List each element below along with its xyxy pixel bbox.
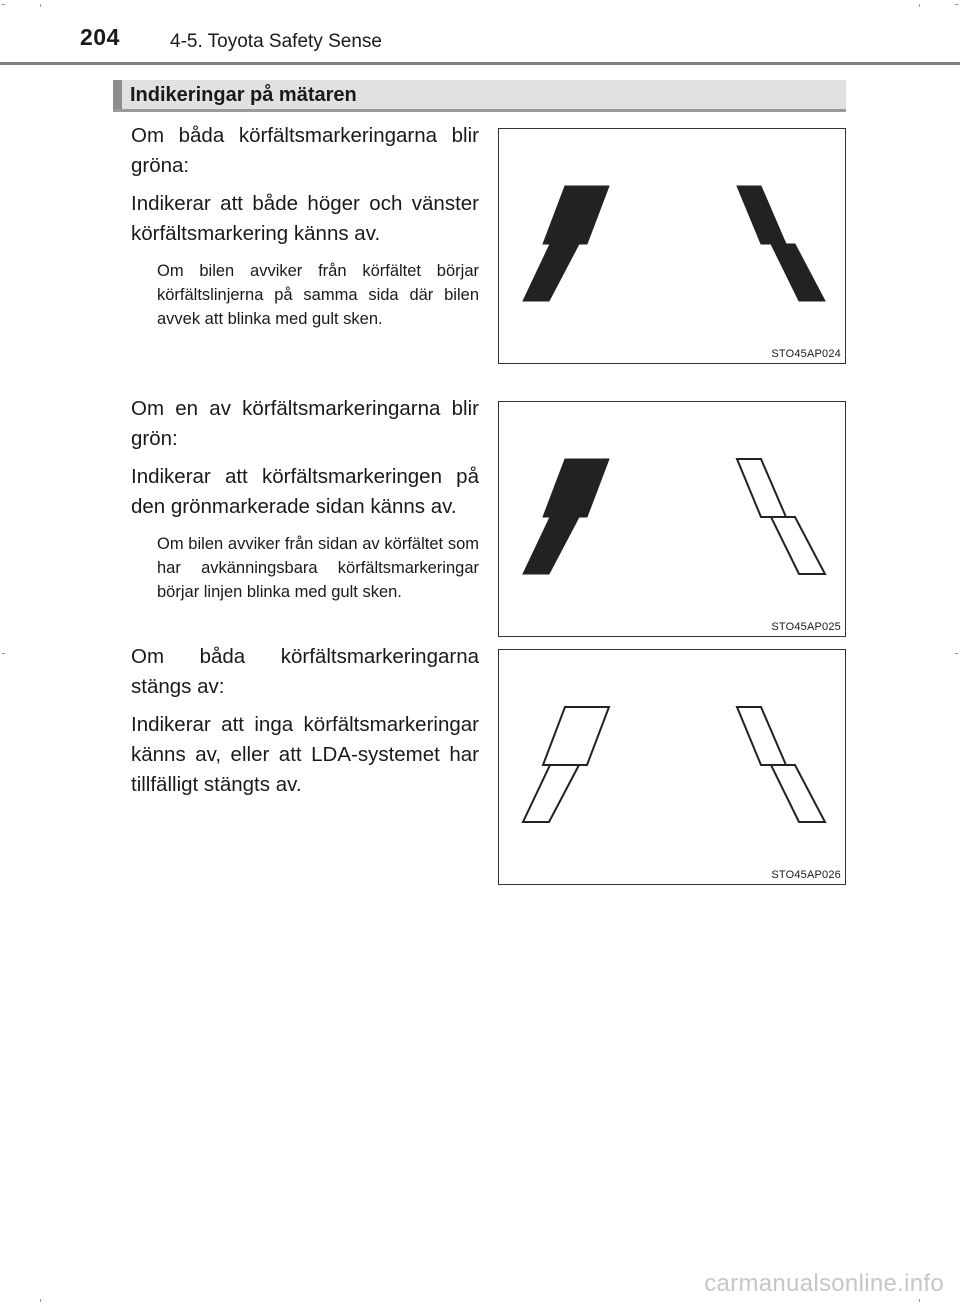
section-heading — [113, 80, 846, 112]
section-heading-text: Indikeringar på mätaren — [130, 84, 357, 106]
figure-3 — [498, 649, 846, 885]
left-lane-segment-1 — [543, 186, 609, 244]
crop-mark — [40, 4, 41, 7]
item-3-meaning: Indikerar att inga körfältsmarkeringar känns av, eller att LDA-systemet har tillfälligt stängts av. — [131, 713, 479, 796]
crop-mark — [40, 1299, 41, 1302]
section-heading-bar — [113, 80, 122, 109]
item-1-text — [131, 121, 479, 331]
left-lane-segment-2 — [523, 244, 579, 301]
left-lane-segment-1 — [543, 459, 609, 517]
right-lane-segment-2 — [771, 244, 825, 301]
lane-indicator-diagram — [499, 129, 845, 363]
item-2-note: Om bilen avviker från sidan av körfältet som har avkänningsbara körfältsmarkeringar börjar linjen blinka med gult sken. — [157, 535, 479, 601]
crop-mark — [2, 4, 5, 5]
page-number: 204 — [80, 24, 120, 50]
lane-indicator-diagram — [499, 402, 845, 636]
item-3-condition: Om båda körfältsmarkeringarna stängs av: — [131, 645, 479, 698]
left-lane-segment-2 — [523, 765, 579, 822]
crop-mark — [955, 653, 958, 654]
item-3-text — [131, 642, 479, 800]
header-rule — [0, 62, 960, 65]
item-2-condition: Om en av körfältsmarkeringarna blir grön: — [131, 397, 479, 450]
item-1-meaning: Indikerar att både höger och vänster körfältsmarkering känns av. — [131, 192, 479, 245]
item-1-note: Om bilen avviker från körfältet börjar körfältslinjerna på samma sida där bilen avvek att blinka med gult sken. — [157, 262, 479, 328]
left-lane-segment-2 — [523, 517, 579, 574]
figure-2 — [498, 401, 846, 637]
figure-3-code: STO45AP026 — [771, 869, 841, 881]
item-1-condition: Om båda körfältsmarkeringarna blir gröna: — [131, 124, 479, 177]
right-lane-segment-1 — [737, 186, 786, 244]
item-2-meaning: Indikerar att körfältsmarkeringen på den grönmarkerade sidan känns av. — [131, 465, 479, 518]
crop-mark — [919, 4, 920, 7]
right-lane-segment-1 — [737, 459, 786, 517]
right-lane-segment-2 — [771, 765, 825, 822]
figure-2-code: STO45AP025 — [771, 621, 841, 633]
item-2-text — [131, 394, 479, 604]
watermark: carmanualsonline.info — [704, 1270, 944, 1297]
left-lane-segment-1 — [543, 707, 609, 765]
figure-1-code: STO45AP024 — [771, 348, 841, 360]
lane-indicator-diagram — [499, 650, 845, 884]
crop-mark — [919, 1299, 920, 1302]
right-lane-segment-1 — [737, 707, 786, 765]
crop-mark — [955, 4, 958, 5]
crop-mark — [2, 653, 5, 654]
figure-1 — [498, 128, 846, 364]
right-lane-segment-2 — [771, 517, 825, 574]
chapter-title: 4-5. Toyota Safety Sense — [170, 31, 382, 52]
